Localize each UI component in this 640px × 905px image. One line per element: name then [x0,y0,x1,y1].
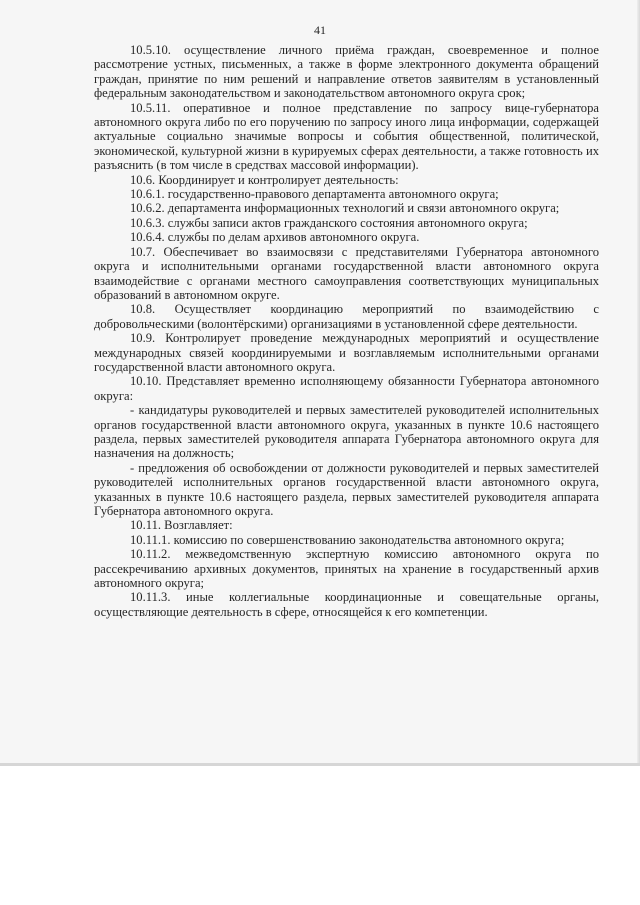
document-body [94,43,599,619]
paragraph-10-9: 10.9. Контролирует проведение международных мероприятий и осуществление международных связей координируемыми и возглавляемым исполнительными органами государственной власти автономного округа. [94,331,599,374]
paragraph-10-10: 10.10. Представляет временно исполняющему обязанности Губернатора автономного округа: [94,374,599,403]
paragraph-10-6-4: 10.6.4. службы по делам архивов автономного округа. [130,230,420,245]
scan-edge-bottom [0,763,640,766]
paragraph-10-6-1: 10.6.1. государственно-правового департамента автономного округа; [130,187,499,202]
page-number: 41 [314,23,326,37]
paragraph-10-11-1: 10.11.1. комиссию по совершенствованию законодательства автономного округа; [130,532,565,547]
paragraph-10-8: 10.8. Осуществляет координацию мероприятий по взаимодействию с добровольческими (волонтёрскими) организациями в установленной сфере деятельности. [94,302,599,331]
paragraph-10-11-3: 10.11.3. иные коллегиальные координационные и совещательные органы, осуществляющие деятельность в сфере, относящейся к его компетенции. [94,590,599,619]
paragraph-10-11: 10.11. Возглавляет: [130,518,233,533]
paragraph-10-5-11: 10.5.11. оперативное и полное представление по запросу вице-губернатора автономного округа либо по его поручению по запросу иного лица информации, содержащей актуальные социально значимые вопросы и события общественной, политической, экономической, культурной жизни в курируемых сферах деятельности, а также готовность их разъяснить (в том числе в средствах массовой информации). [94,100,599,173]
list-item-dismissal: - предложения об освобождении от должности руководителей и первых заместителей руководителей исполнительных органов государственной власти автономного округа, указанных в пункте 10.6 настоящего раздела, первых заместителей руководителя аппарата Губернатора автономного округа. [94,460,599,518]
paragraph-10-6: 10.6. Координирует и контролирует деятельность: [130,172,399,187]
paragraph-10-5-10: 10.5.10. осуществление личного приёма граждан, своевременное и полное рассмотрение устных, письменных, а также в форме электронного документа обращений граждан, принятие по ним решений и направление ответов заявителям в установленный федеральным законодательством и законодательством автономного округа срок; [94,43,599,101]
paragraph-10-6-3: 10.6.3. службы записи актов гражданского состояния автономного округа; [130,215,528,230]
paragraph-10-11-2: 10.11.2. межведомственную экспертную комиссию автономного округа по рассекречиванию архивных документов, принятых на хранение в государственный архив автономного округа; [94,547,599,591]
list-item-candidates: - кандидатуры руководителей и первых заместителей руководителей исполнительных органов государственной власти автономного округа, указанных в пункте 10.6 настоящего раздела, первых заместителей руководителя аппарата Губернатора автономного округа для назначения на должность; [94,403,599,461]
paragraph-10-6-2: 10.6.2. департамента информационных технологий и связи автономного округа; [130,201,560,216]
paragraph-10-7: 10.7. Обеспечивает во взаимосвязи с представителями Губернатора автономного округа и исполнительными органами государственной власти автономного округа взаимодействие с органами местного самоуправления соответствующих муниципальных образований в автономном округе. [94,244,599,302]
